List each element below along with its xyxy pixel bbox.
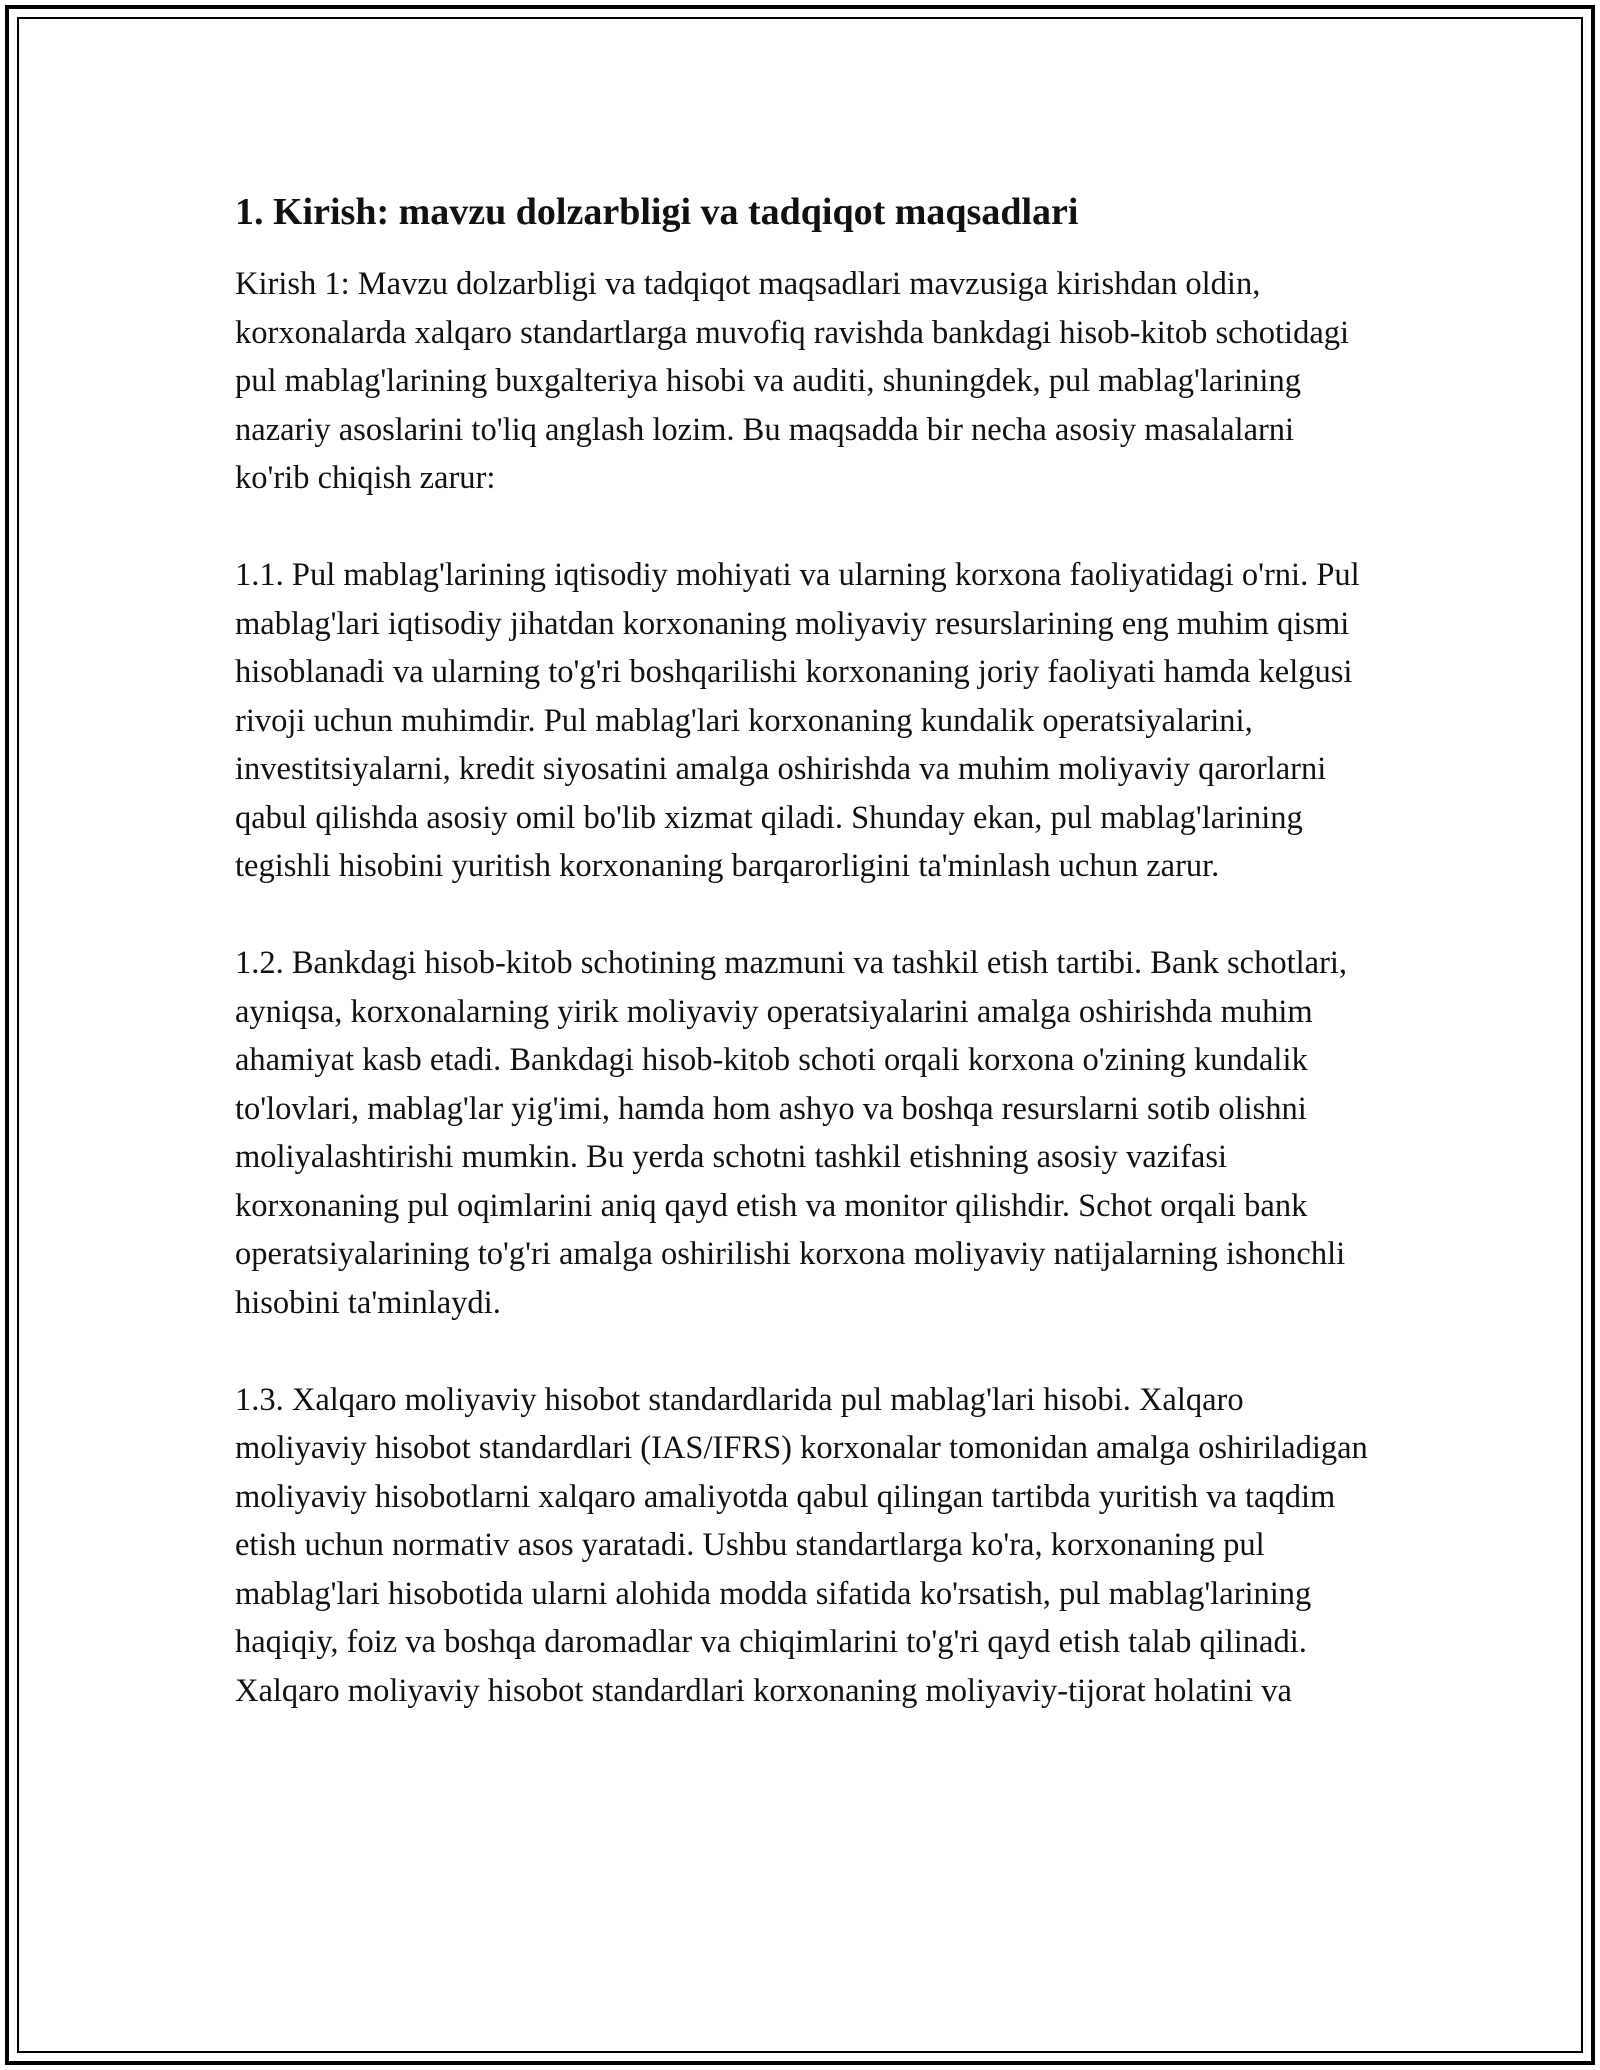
document-body [235,186,1375,1764]
paragraph-1-1: 1.1. Pul mablag'larining iqtisodiy mohiyati va ularning korxona faoliyatidagi o'rni. Pul mablag'lari iqtisodiy jihatdan korxonaning moliyaviy resurslarining eng muhim qismi hisoblanadi va ularning to'g'ri boshqarilishi korxonaning joriy faoliyati hamda kelgusi rivoji uchun muhimdir. Pul mablag'lari korxonaning kundalik operatsiyalarini, investitsiyalarni, kredit siyosatini amalga oshirishda va muhim moliyaviy qarorlarni qabul qilishda asosiy omil bo'lib xizmat qiladi. Shunday ekan, pul mablag'larining tegishli hisobini yuritish korxonaning barqarorligini ta'minlash uchun zarur. [235,557,1360,884]
paragraph-intro: Kirish 1: Mavzu dolzarbligi va tadqiqot maqsadlari mavzusiga kirishdan oldin, korxonalarda xalqaro standartlarga muvofiq ravishda bankdagi hisob-kitob schotidagi pul mablag'larining buxgalteriya hisobi va auditi, shuningdek, pul mablag'larining nazariy asoslarini to'liq anglash lozim. Bu maqsadda bir necha asosiy masalalarni ko'rib chiqish zarur: [235,266,1350,496]
section-heading: 1. Kirish: mavzu dolzarbligi va tadqiqot maqsadlari [235,191,1079,233]
paragraph-1-3: 1.3. Xalqaro moliyaviy hisobot standardlarida pul mablag'lari hisobi. Xalqaro moliyaviy hisobot standardlari (IAS/IFRS) korxonalar tomonidan amalga oshiriladigan moliyaviy hisobotlarni xalqaro amaliyotda qabul qilingan tartibda yuritish va taqdim etish uchun normativ asos yaratadi. Ushbu standartlarga ko'ra, korxonaning pul mablag'lari hisobotida ularni alohida modda sifatida ko'rsatish, pul mablag'larining haqiqiy, foiz va boshqa daromadlar va chiqimlarini to'g'ri qayd etish talab qilinadi. Xalqaro moliyaviy hisobot standardlari korxonaning moliyaviy-tijorat holatini va [235,1381,1368,1709]
paragraph-1-2: 1.2. Bankdagi hisob-kitob schotining mazmuni va tashkil etish tartibi. Bank schotlari, ayniqsa, korxonalarning yirik moliyaviy operatsiyalarini amalga oshirishda muhim ahamiyat kasb etadi. Bankdagi hisob-kitob schoti orqali korxona o'zining kundalik to'lovlari, mablag'lar yig'imi, hamda hom ashyo va boshqa resurslarni sotib olishni moliyalashtirishi mumkin. Bu yerda schotni tashkil etishning asosiy vazifasi korxonaning pul oqimlarini aniq qayd etish va monitor qilishdir. Schot orqali bank operatsiyalarining to'g'ri amalga oshirilishi korxona moliyaviy natijalarning ishonchli hisobini ta'minlaydi. [235,945,1348,1321]
